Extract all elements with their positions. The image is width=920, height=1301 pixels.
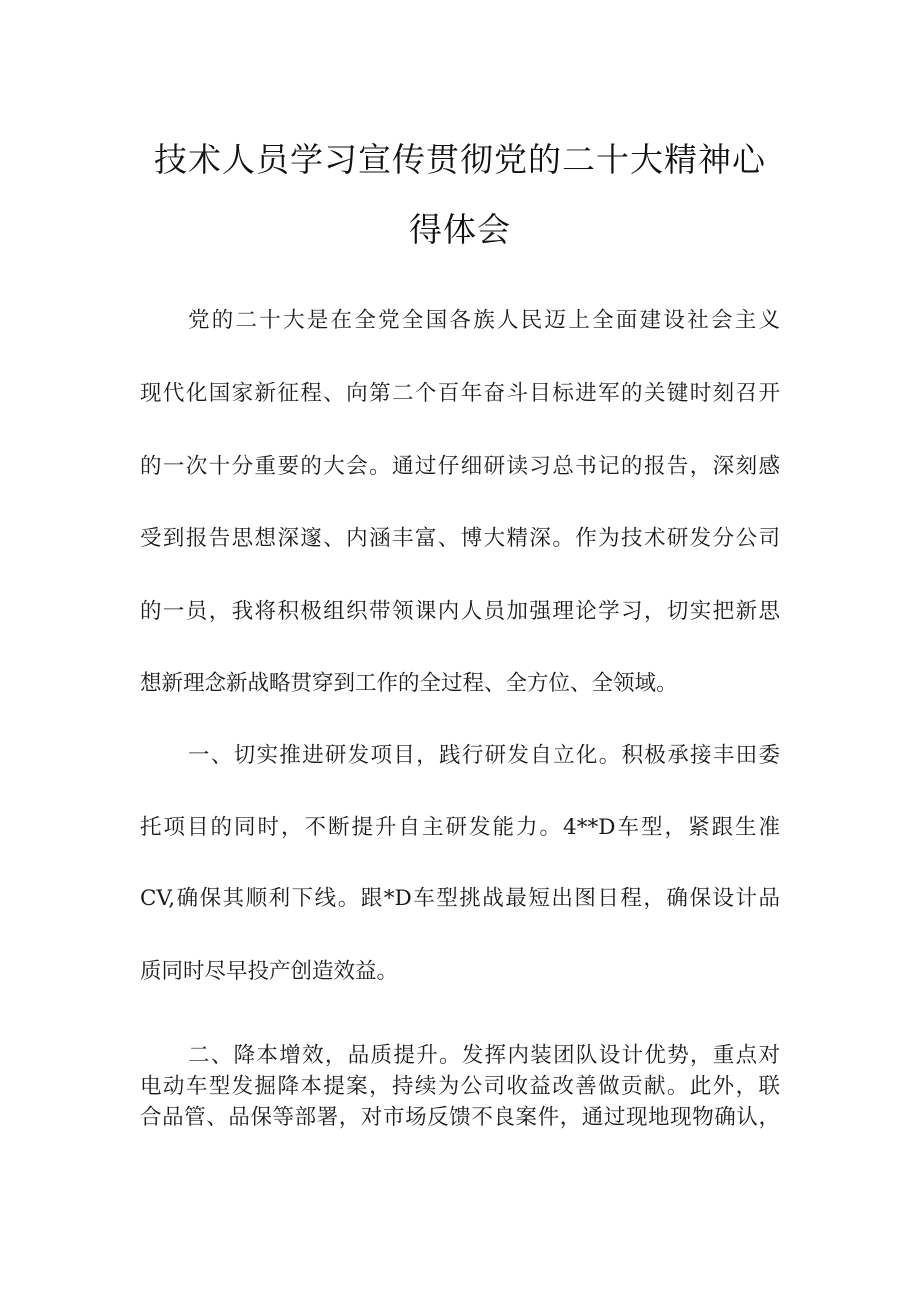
paragraph-1-line-2: 现代化国家新征程、向第二个百年奋斗目标进军的关键时刻召开 [140,381,780,406]
paragraph-2-line-4: 质同时尽早投产创造效益。 [140,959,399,984]
paragraph-3-line-2: 电动车型发掘降本提案，持续为公司收益改善做贡献。此外，联 [140,1074,780,1099]
paragraph-2-line-2: 托项目的同时，不断提升自主研发能力。4**D车型，紧跟生准 [140,815,780,840]
paragraph-1-line-4: 受到报告思想深邃、内涵丰富、博大精深。作为技术研发分公司 [140,526,780,551]
paragraph-2-line-3: CV,确保其顺利下线。跟*D车型挑战最短出图日程，确保设计品 [140,886,780,911]
paragraph-2-line-1: 一、切实推进研发项目，践行研发自立化。积极承接丰田委 [188,743,780,768]
document-title-line-1: 技术人员学习宣传贯彻党的二十大精神心 [154,140,766,179]
paragraph-1-line-6: 想新理念新战略贯穿到工作的全过程、全方位、全领域。 [140,671,678,696]
paragraph-3-line-1: 二、降本增效，品质提升。发挥内装团队设计优势，重点对 [188,1043,780,1068]
paragraph-1-line-5: 的一员，我将积极组织带领课内人员加强理论学习，切实把新思 [140,599,780,624]
paragraph-1-line-3: 的一次十分重要的大会。通过仔细研读习总书记的报告，深刻感 [140,454,780,479]
paragraph-1-line-1: 党的二十大是在全党全国各族人民迈上全面建设社会主义 [188,308,780,333]
document-title-line-2: 得体会 [409,210,511,249]
paragraph-3-line-3: 合品管、品保等部署，对市场反馈不良案件，通过现地现物确认， [140,1105,780,1130]
